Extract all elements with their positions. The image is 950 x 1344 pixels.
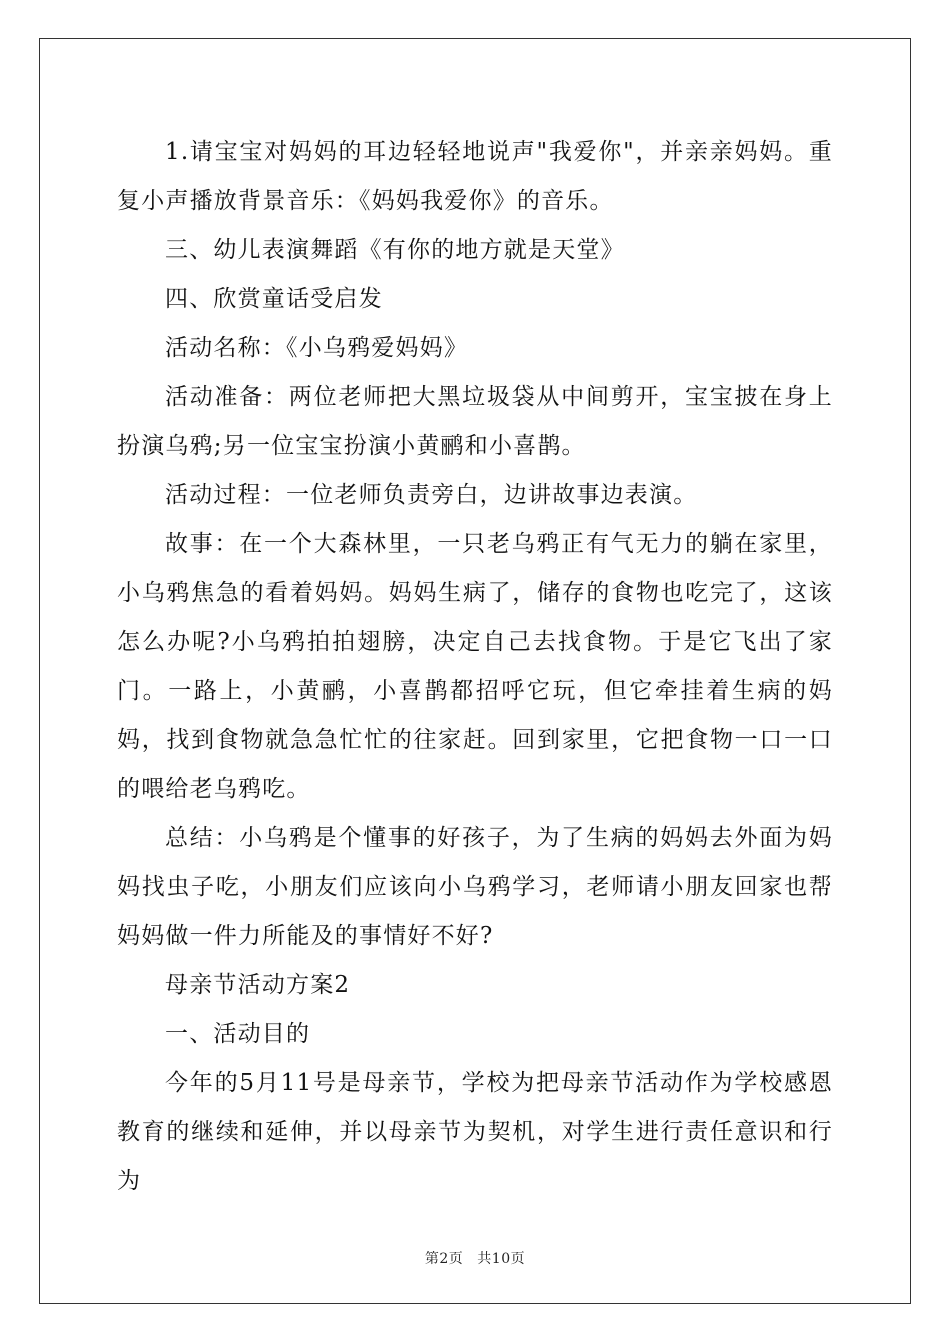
section-heading: 一、活动目的	[165, 1021, 311, 1047]
paragraph: 四、欣赏童话受启发	[165, 286, 383, 312]
page-footer	[0, 1248, 950, 1268]
paragraph: 活动过程：一位老师负责旁白，边讲故事边表演。	[165, 482, 698, 508]
paragraph: 总结：小乌鸦是个懂事的好孩子，为了生病的妈妈去外面为妈妈找虫子吃，小朋友们应该向小乌鸦学习，老师请小朋友回家也帮妈妈做一件力所能及的事情好不好?	[117, 825, 833, 949]
paragraph: 今年的5月11号是母亲节，学校为把母亲节活动作为学校感恩教育的继续和延伸，并以母亲节为契机，对学生进行责任意识和行为	[117, 1070, 833, 1194]
paragraph: 活动准备：两位老师把大黑垃圾袋从中间剪开，宝宝披在身上扮演乌鸦;另一位宝宝扮演小黄鹂和小喜鹊。	[117, 384, 833, 459]
page-number: 第2页	[424, 1251, 464, 1267]
section-heading: 母亲节活动方案2	[165, 972, 351, 998]
paragraph: 三、幼儿表演舞蹈《有你的地方就是天堂》	[165, 237, 625, 263]
document-body	[117, 128, 833, 1206]
page-total: 共10页	[477, 1251, 526, 1267]
paragraph: 故事：在一个大森林里，一只老乌鸦正有气无力的躺在家里，小乌鸦焦急的看着妈妈。妈妈生病了，储存的食物也吃完了，这该怎么办呢?小乌鸦拍拍翅膀，决定自己去找食物。于是它飞出了家门。一路上，小黄鹂，小喜鹊都招呼它玩，但它牵挂着生病的妈妈，找到食物就急急忙忙的往家赶。回到家里，它把食物一口一口的喂给老乌鸦吃。	[117, 531, 833, 802]
paragraph: 1.请宝宝对妈妈的耳边轻轻地说声"我爱你"，并亲亲妈妈。重复小声播放背景音乐：《妈妈我爱你》的音乐。	[117, 139, 833, 214]
paragraph: 活动名称：《小乌鸦爱妈妈》	[165, 335, 469, 361]
